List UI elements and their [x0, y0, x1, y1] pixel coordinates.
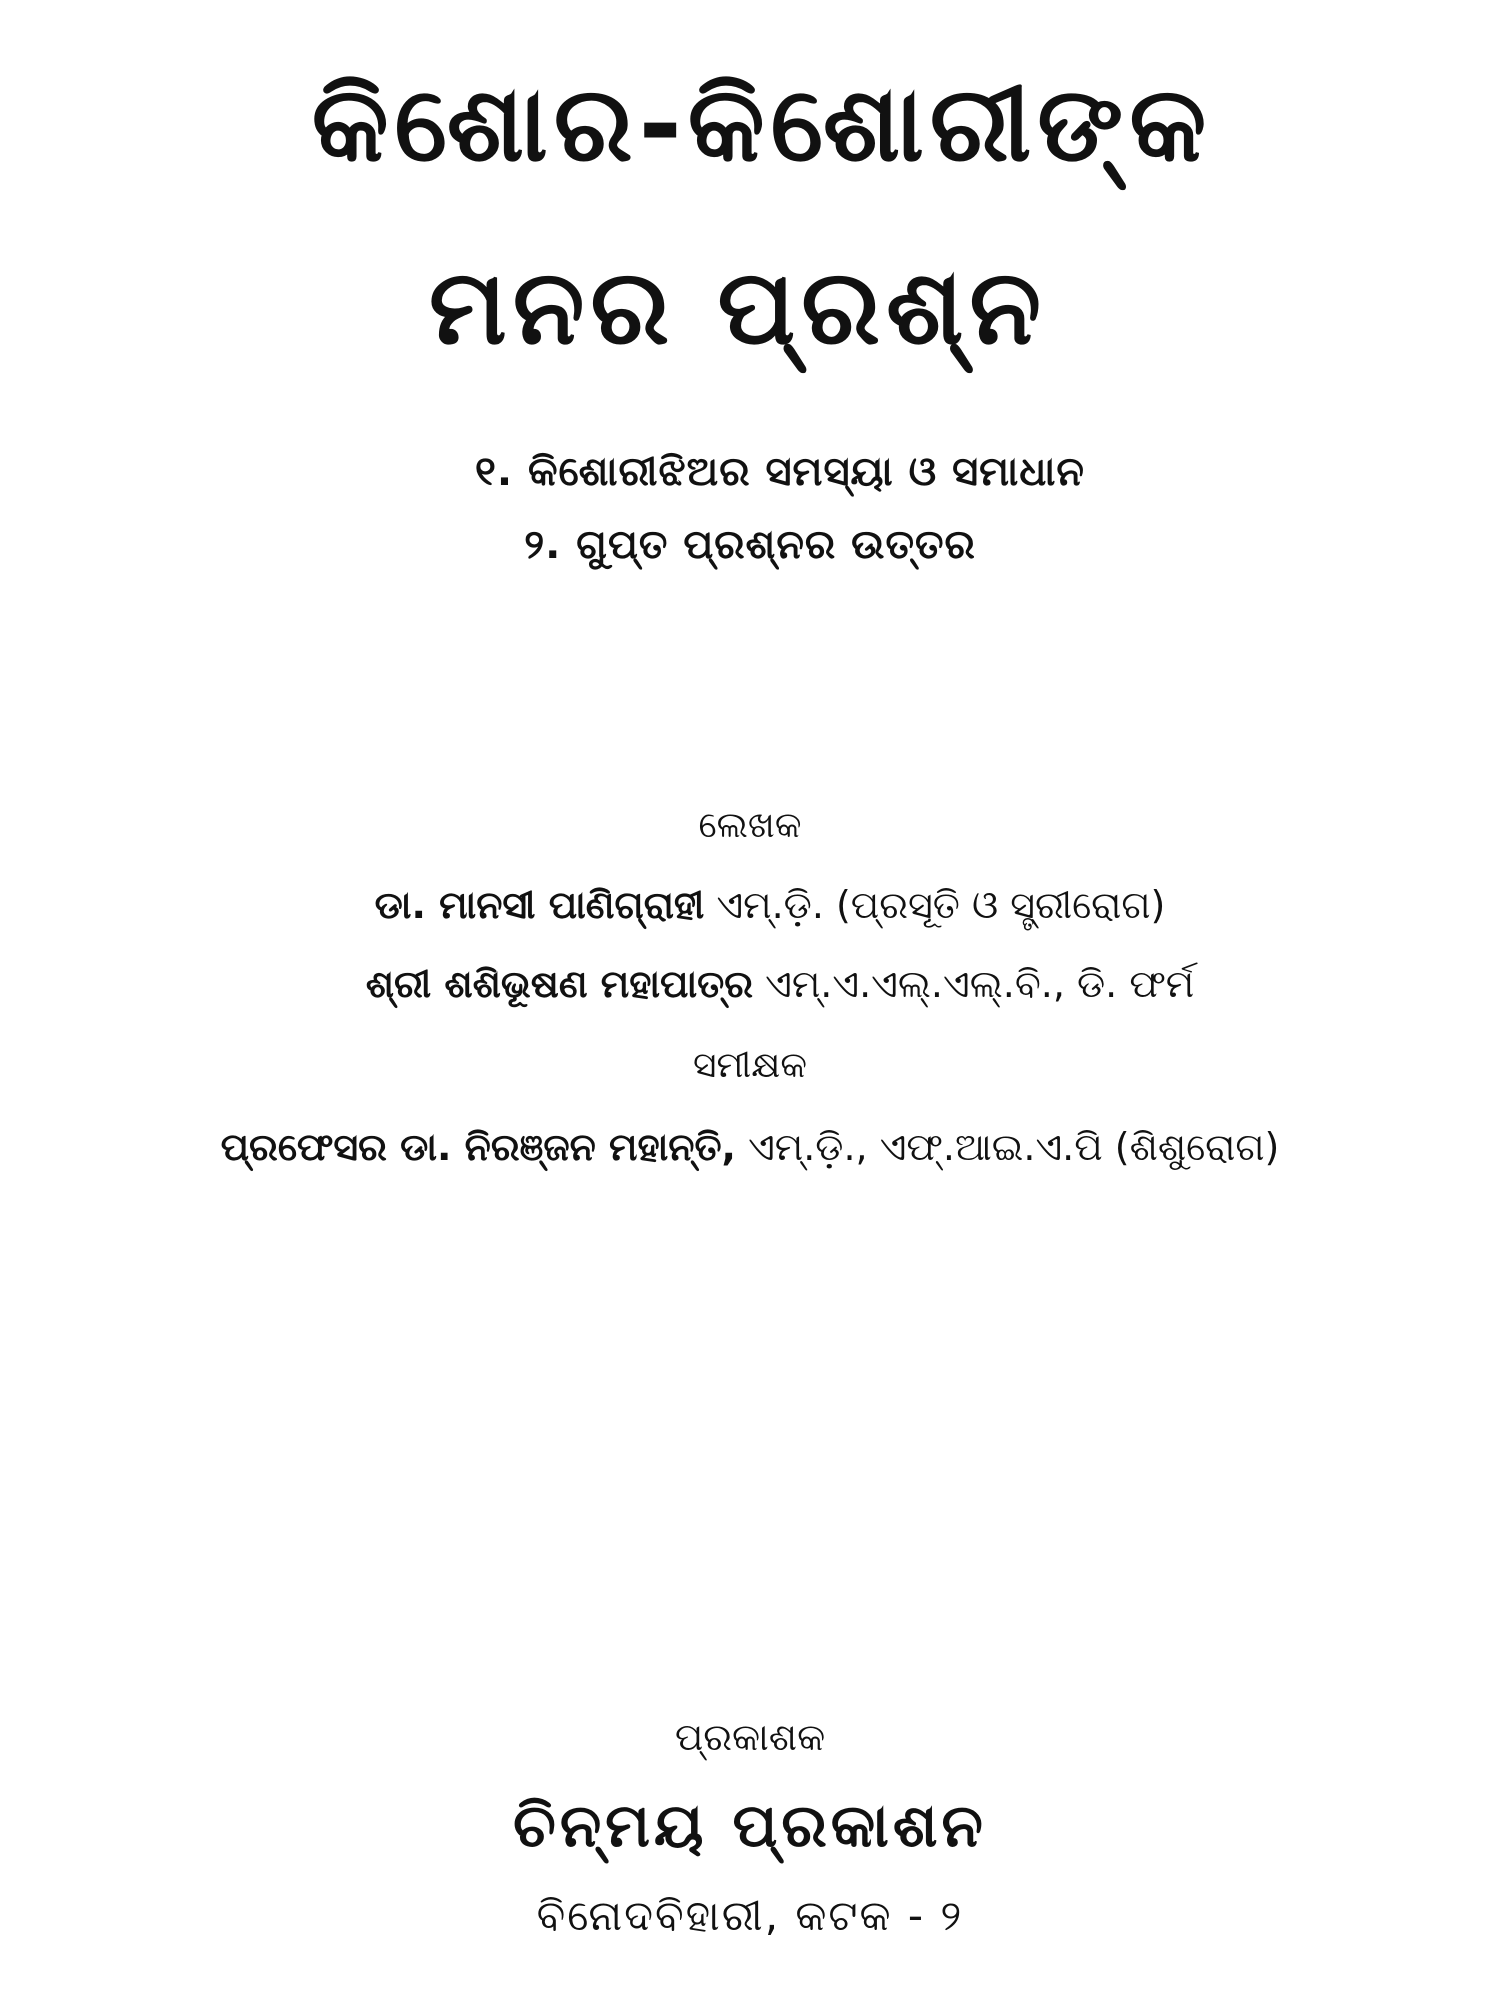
publisher-address: ବିନୋଦବିହାରୀ, କଟକ - ୨ [536, 1891, 964, 1940]
publisher-name: ଚିନ୍ମୟ ପ୍ରକାଶନ [513, 1791, 987, 1861]
book-title-line-2: ମନର ପ୍ରଶ୍ନ [428, 246, 1048, 368]
book-title-line-1: କିଶୋର-କିଶୋରୀଙ୍କ [311, 63, 1213, 185]
subtitle-part-2: ୨. ଗୁପ୍ତ ପ୍ରଶ୍ନର ଉତ୍ତର [524, 522, 976, 568]
author-qualification-1: ଏମ୍.ଡ଼ି. (ପ୍ରସୂତି ଓ ସ୍ତ୍ରୀରୋଗ) [716, 883, 1166, 927]
reviewer-credit [0, 1125, 1500, 1169]
reviewer-qualification: ଏମ୍.ଡ଼ି., ଏଫ୍.ଆଇ.ଏ.ପି (ଶିଶୁରୋଗ) [748, 1125, 1280, 1169]
publisher-role-label: ପ୍ରକାଶକ [674, 1715, 826, 1759]
author-credit-2 [30, 962, 1500, 1006]
author-name-1: ଡା. ମାନସୀ ପାଣିଗ୍ରାହୀ [374, 883, 705, 927]
author-qualification-2: ଏମ୍.ଏ.ଏଲ୍.ଏଲ୍.ବି., ଡି. ଫର୍ମ [765, 962, 1195, 1006]
subtitle-part-1: ୧. କିଶୋରୀଝିଅର ସମସ୍ୟା ଓ ସମାଧାନ [475, 449, 1085, 495]
author-credit-1 [20, 883, 1500, 927]
reviewer-role-label: ସମୀକ୍ଷକ [693, 1045, 807, 1086]
author-name-2: ଶ୍ରୀ ଶଶିଭୂଷଣ ମହାପାତ୍ର [365, 962, 754, 1006]
reviewer-name: ପ୍ରଫେସର ଡା. ନିରଞ୍ଜନ ମହାନ୍ତି, [220, 1125, 736, 1169]
author-role-label: ଲେଖକ [698, 805, 802, 846]
